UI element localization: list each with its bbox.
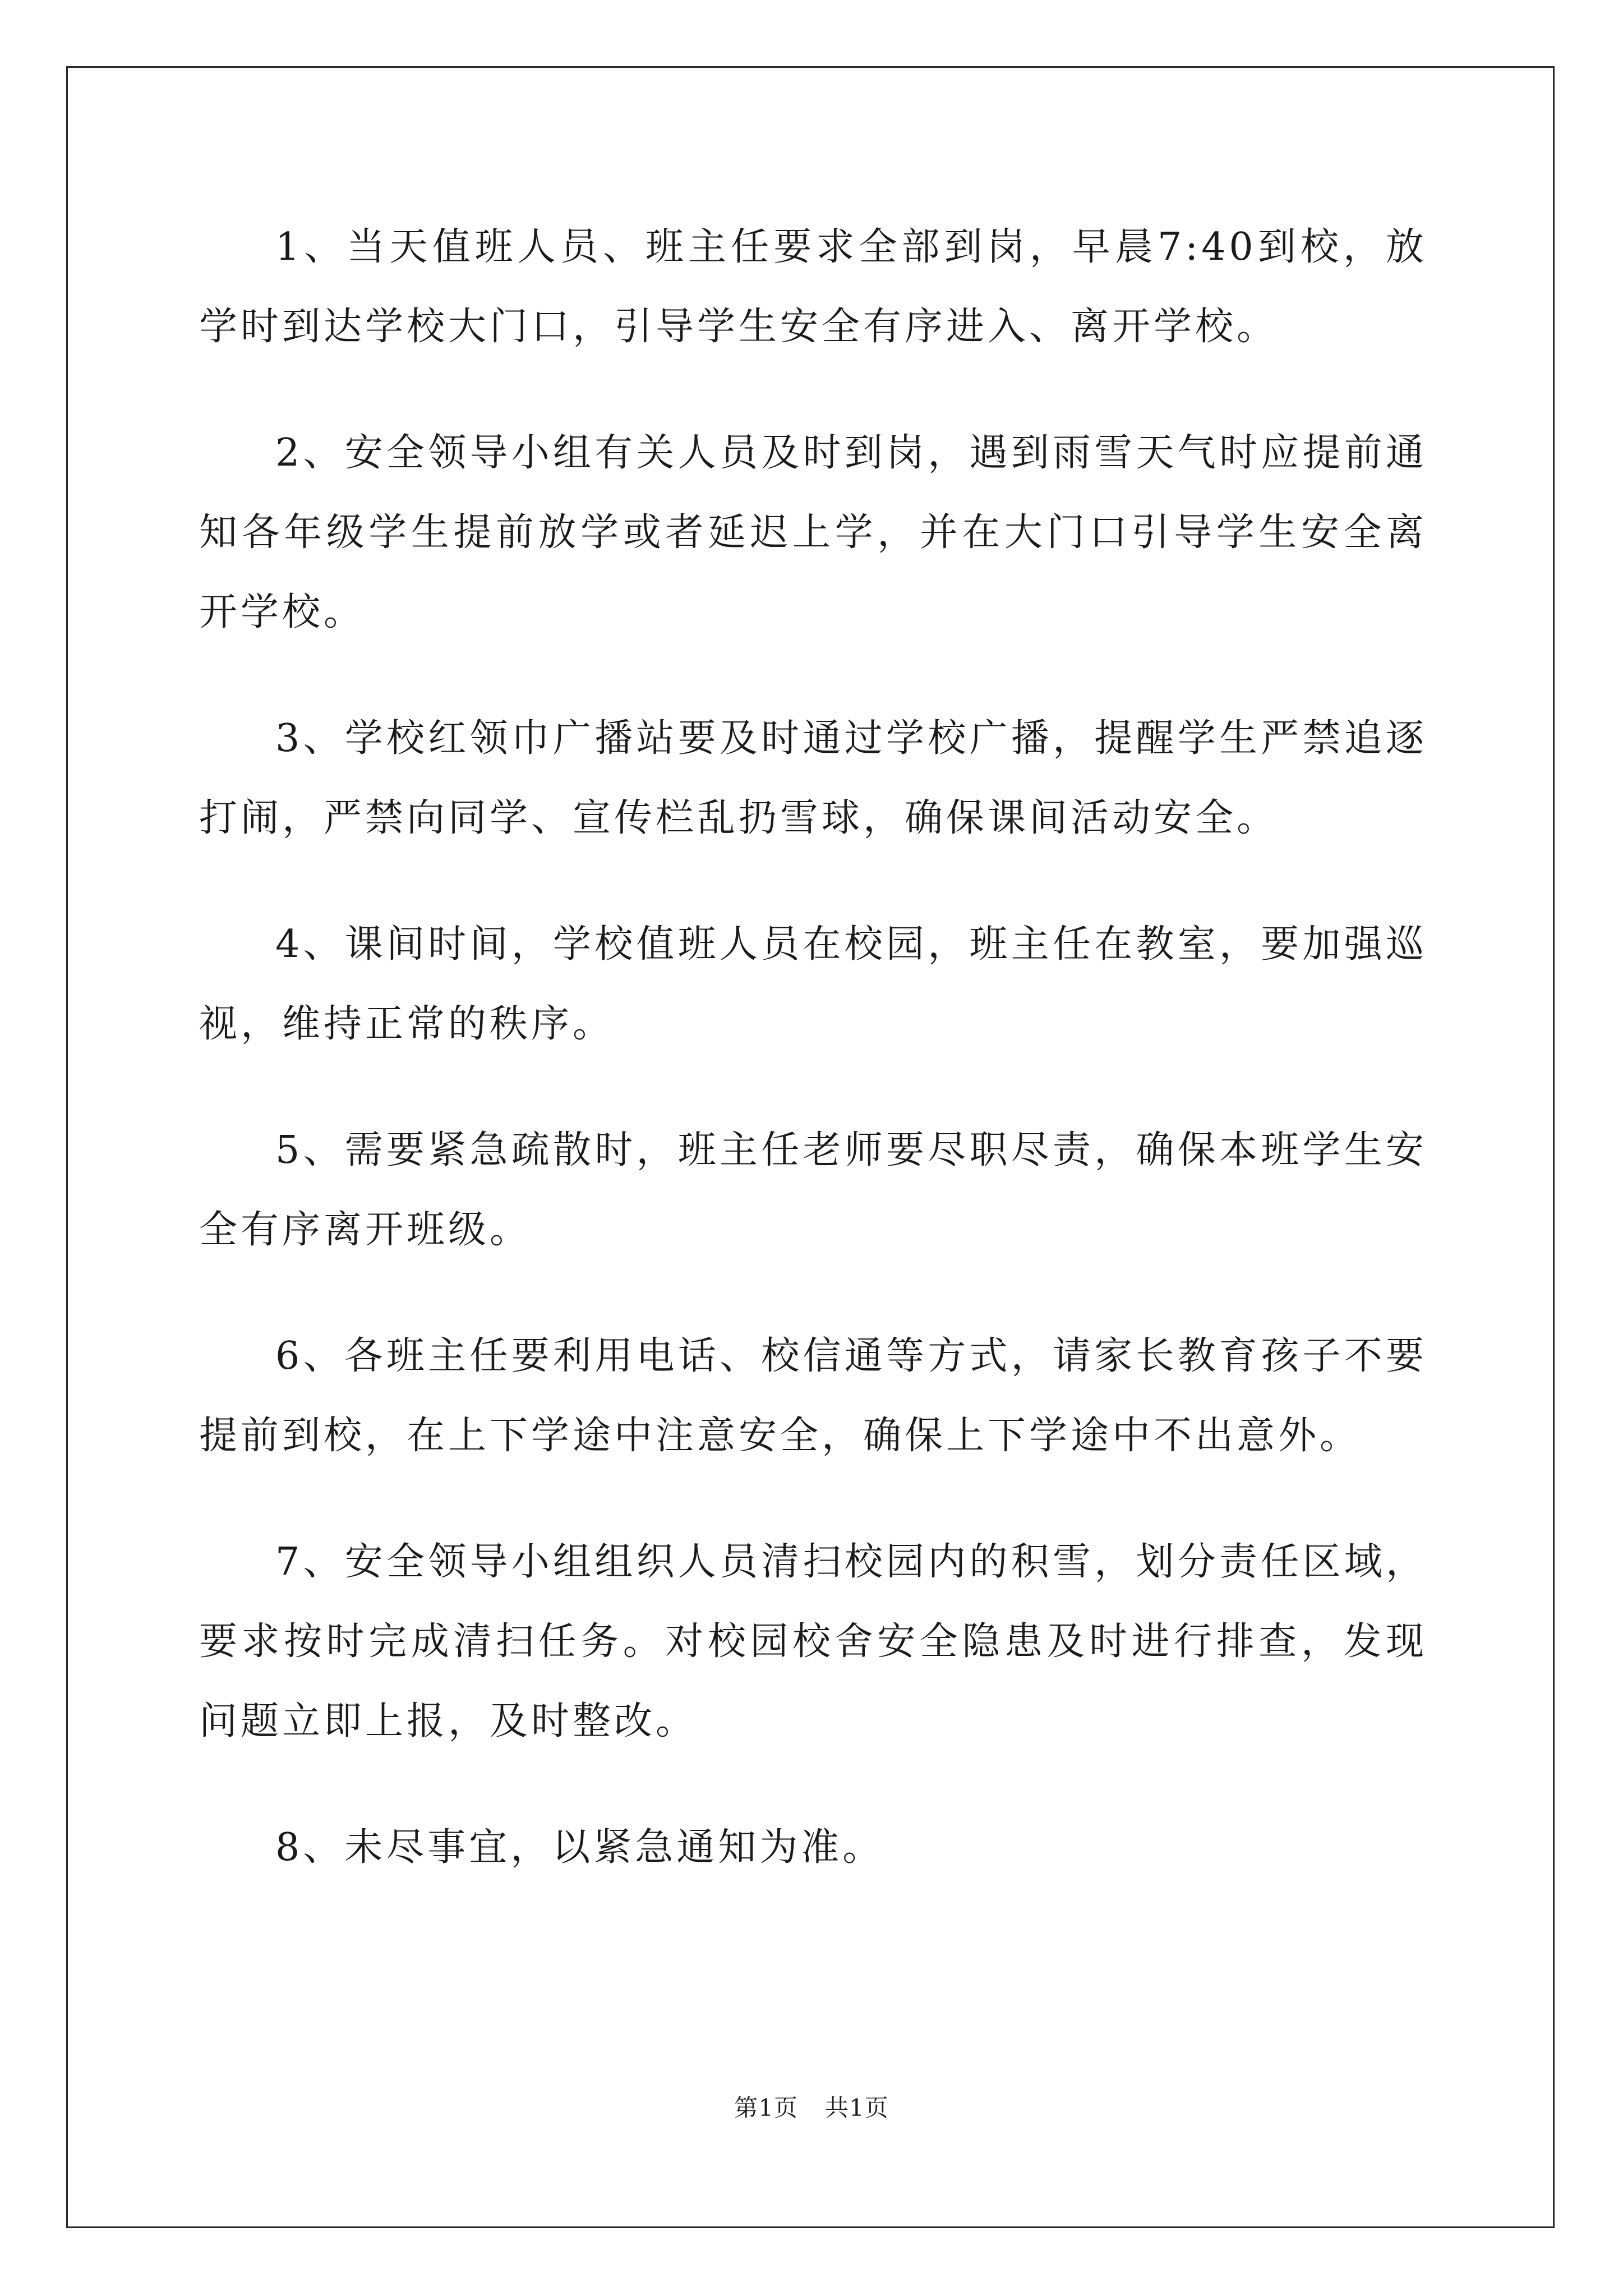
paragraph-6: 6、各班主任要利用电话、校信通等方式，请家长教育孩子不要提前到校，在上下学途中注意安全，确保上下学途中不出意外。 (199, 1334, 1427, 1458)
page-footer (0, 2091, 1623, 2125)
paragraph-3: 3、学校红领巾广播站要及时通过学校广播，提醒学生严禁追逐打闹，严禁向同学、宣传栏乱扔雪球，确保课间活动安全。 (199, 716, 1427, 840)
paragraph-7: 7、安全领导小组组织人员清扫校园内的积雪，划分责任区域，要求按时完成清扫任务。对校园校舍安全隐患及时进行排查，发现问题立即上报，及时整改。 (199, 1540, 1427, 1743)
paragraph-2: 2、安全领导小组有关人员及时到岗，遇到雨雪天气时应提前通知各年级学生提前放学或者延迟上学，并在大门口引导学生安全离开学校。 (199, 431, 1427, 634)
document-body (199, 208, 1427, 1934)
paragraph-8: 8、未尽事宜，以紧急通知为准。 (275, 1825, 884, 1870)
paragraph-4: 4、课间时间，学校值班人员在校园，班主任在教室，要加强巡视，维持正常的秩序。 (199, 922, 1427, 1046)
paragraph-5: 5、需要紧急疏散时，班主任老师要尽职尽责，确保本班学生安全有序离开班级。 (199, 1128, 1427, 1252)
paragraph-1: 1、当天值班人员、班主任要求全部到岗，早晨7:40到校，放学时到达学校大门口，引导学生安全有序进入、离开学校。 (199, 225, 1427, 349)
page-number-total: 共1页 (825, 2094, 889, 2122)
page-number-current: 第1页 (734, 2094, 798, 2122)
